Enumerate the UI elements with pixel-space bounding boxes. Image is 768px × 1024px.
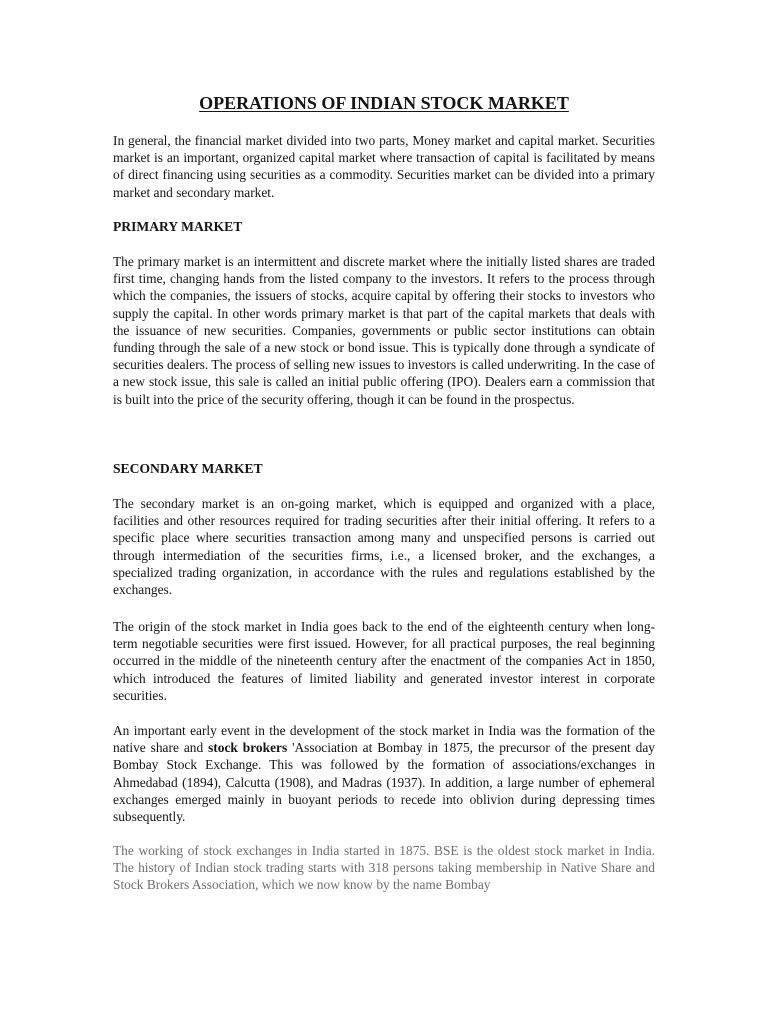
early-event-paragraph xyxy=(113,722,655,825)
document-title: OPERATIONS OF INDIAN STOCK MARKET xyxy=(199,93,569,113)
origin-paragraph: The origin of the stock market in India goes back to the end of the eighteenth century when long-term negotiable securities were first issued. However, for all practical purposes, the real beginning occurred in the middle of the nineteenth century after the enactment of the companies Act in 1850, which introduced the features of limited liability and generated investor interest in corporate securities. xyxy=(113,619,655,703)
primary-market-paragraph: The primary market is an intermittent and discrete market where the initially listed shares are traded first time, changing hands from the listed company to the investors. It refers to the process through which the companies, the issuers of stocks, acquire capital by offering their stocks to investors who supply the capital. In other words primary market is that part of the capital markets that deals with the issuance of new securities. Companies, governments or public sector institutions can obtain funding through the sale of a new stock or bond issue. This is typically done through a syndicate of securities dealers. The process of selling new issues to investors is called underwriting. In the case of a new stock issue, this sale is called an initial public offering (IPO). Dealers earn a commission that is built into the price of the security offering, though it can be found in the prospectus. xyxy=(113,254,655,407)
stock-brokers-emphasis: stock brokers xyxy=(208,740,288,756)
secondary-market-paragraph: The secondary market is an on-going market, which is equipped and organized with a place, facilities and other resources required for trading securities after their initial offering. It refers to a specific place where securities transaction among many and unspecified persons is carried out through intermediation of the securities firms, i.e., a licensed broker, and the exchanges, a specialized trading organization, in accordance with the rules and regulations established by the exchanges. xyxy=(113,496,655,598)
stock-exchange-working-paragraph: The working of stock exchanges in India started in 1875. BSE is the oldest stock market in India. The history of Indian stock trading starts with 318 persons taking membership in Native Share and Stock Brokers Association, which we now know by the name Bombay xyxy=(113,843,655,893)
early-event-text-start: An important early event in the development of the stock market in India was the formation of the native share and xyxy=(113,723,655,756)
secondary-market-heading: SECONDARY MARKET xyxy=(113,461,263,476)
early-event-text-end: 'Association at Bombay in 1875, the precursor of the present day Bombay Stock Exchange. This was followed by the formation of associations/exchanges in Ahmedabad (1894), Calcutta (1908), and Madras (1937). In addition, a large number of ephemeral exchanges emerged mainly in buoyant periods to recede into oblivion during depressing times subsequently. xyxy=(113,740,656,825)
intro-paragraph: In general, the financial market divided into two parts, Money market and capital market. Securities market is an important, organized capital market where transaction of capital is facilitated by means of direct financing using securities as a commodity. Securities market can be divided into a primary market and secondary market. xyxy=(113,133,655,200)
primary-market-heading: PRIMARY MARKET xyxy=(113,219,243,234)
